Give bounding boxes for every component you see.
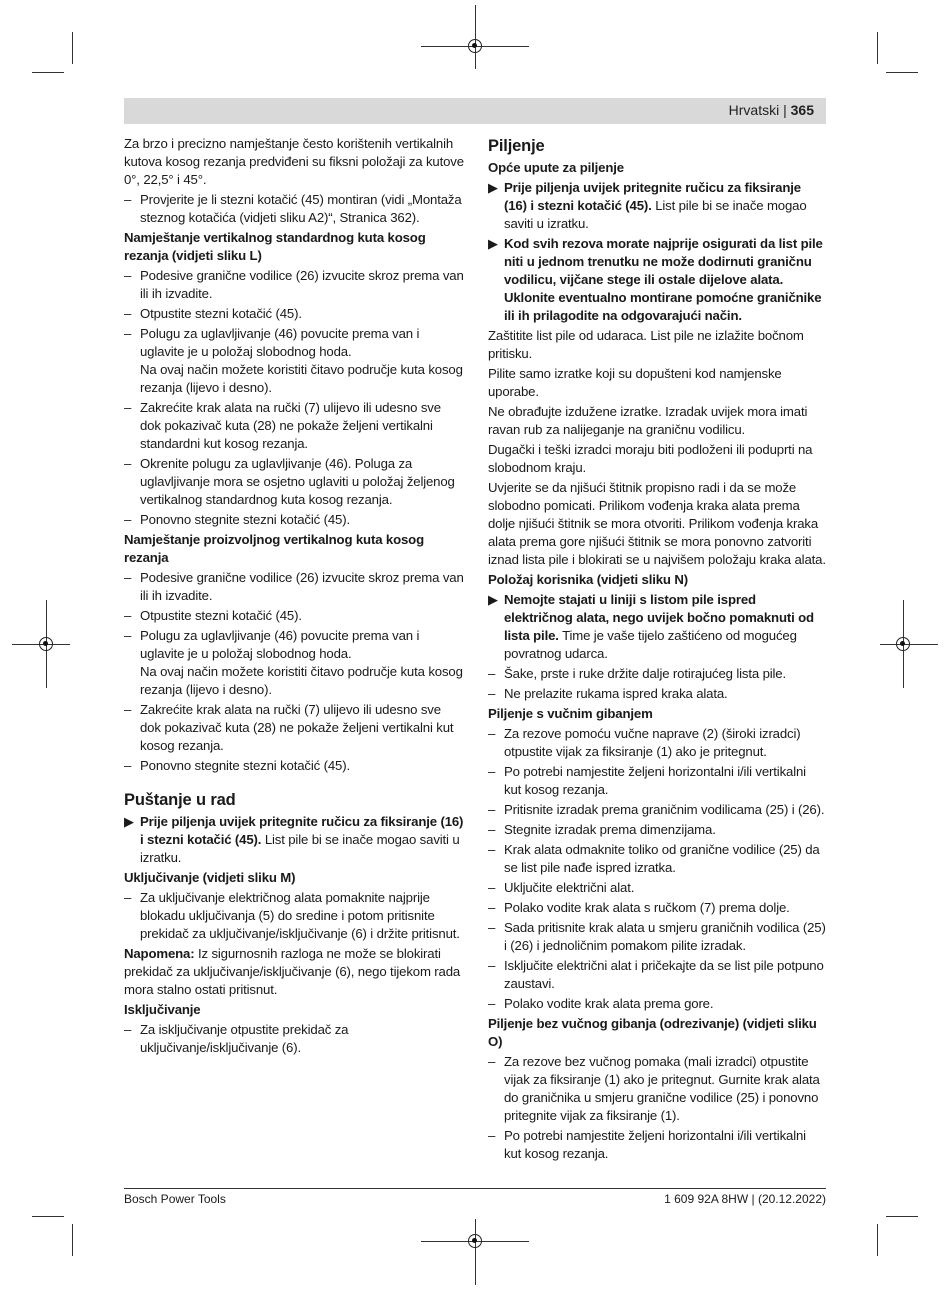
footer-divider <box>124 1188 826 1189</box>
warning-item: ▶ Prije piljenja uvijek pritegnite ručicu za fiksiranje (16) i stezni kotačić (45). List pile bi se inače mogao saviti u izratku. <box>488 180 807 231</box>
registration-mark-icon <box>39 637 53 651</box>
triangle-bullet-icon: ▶ <box>488 592 498 607</box>
crop-mark <box>877 32 878 64</box>
list-item: – Uključite električni alat. <box>488 880 635 895</box>
list-item: – Isključite električni alat i pričekajte da se list pile potpuno zaustavi. <box>488 958 824 991</box>
crop-mark <box>877 1224 878 1256</box>
list-item: – Otpustite stezni kotačić (45). <box>124 306 302 321</box>
list-item: – Pritisnite izradak prema graničnim vodilicama (25) i (26). <box>488 802 825 817</box>
list-item: – Podesive granične vodilice (26) izvucite skroz prema van ili ih izvadite. <box>124 268 464 301</box>
list-item: – Okrenite polugu za uglavljivanje (46). Poluga za uglavljivanje mora se osjetno uglaviti u položaj željenog vertikalnog standardnog kuta kosog rezanja. <box>124 456 455 507</box>
list-item: – Polako vodite krak alata prema gore. <box>488 996 714 1011</box>
warning-item: ▶ Nemojte stajati u liniji s listom pile ispred električnog alata, nego uvijek bočno pomaknuti od lista pile. Time je vaše tijelo zaštićeno od mogućeg povratnog udarca. <box>488 592 814 661</box>
list-item: – Podesive granične vodilice (26) izvucite skroz prema van ili ih izvadite. <box>124 570 464 603</box>
triangle-bullet-icon: ▶ <box>488 180 498 195</box>
paragraph: Dugački i teški izradci moraju biti podloženi ili poduprti na slobodnom kraju. <box>488 442 813 475</box>
list-item: – Šake, prste i ruke držite dalje rotirajućeg lista pile. <box>488 666 787 681</box>
list-item: – Zakrećite krak alata na ručki (7) ulijevo ili udesno sve dok pokazivač kuta (28) ne pokaže željeni vertikalni kut kosog rezanja. <box>124 702 454 753</box>
section-heading: Piljenje bez vučnog gibanja (odrezivanje) (vidjeti sliku O) <box>488 1016 817 1049</box>
section-heading: Namještanje proizvoljnog vertikalnog kuta kosog rezanja <box>124 532 424 565</box>
paragraph: Uvjerite se da njišući štitnik propisno radi i da se može slobodno pomicati. Prilikom vođenja kraka alata prema dolje njišući štitnik se mora otvoriti. Prilikom vođenja kraka alata prema gore njišući štitnik se mora ponovno zatvoriti iznad lista pile i blokirati se u najvišem položaju kraka alata. <box>488 480 826 567</box>
crop-mark <box>886 1216 918 1217</box>
crop-mark <box>886 72 918 73</box>
triangle-bullet-icon: ▶ <box>124 814 134 829</box>
warning-item: ▶ Prije piljenja uvijek pritegnite ručicu za fiksiranje (16) i stezni kotačić (45). List pile bi se inače mogao saviti u izratku. <box>124 814 464 865</box>
section-heading: Namještanje vertikalnog standardnog kuta kosog rezanja (vidjeti sliku L) <box>124 230 426 263</box>
registration-mark-icon <box>896 637 910 651</box>
list-item: – Stegnite izradak prema dimenzijama. <box>488 822 716 837</box>
list-item: – Za rezove pomoću vučne naprave (2) (široki izradci) otpustite vijak za fiksiranje (1) ako je pritegnut. <box>488 726 801 759</box>
left-column <box>124 135 465 1059</box>
section-heading: Piljenje s vučnim gibanjem <box>488 706 653 721</box>
crop-mark <box>72 32 73 64</box>
page-header <box>124 98 826 124</box>
paragraph: Ne obrađujte izdužene izratke. Izradak uvijek mora imati ravan rub za nalijeganje na graničnu vodilicu. <box>488 404 808 437</box>
chapter-heading: Puštanje u rad <box>124 791 236 809</box>
list-item: – Krak alata odmaknite toliko od granične vodilice (25) da se list pile nađe ispred izratka. <box>488 842 820 875</box>
list-item: – Ponovno stegnite stezni kotačić (45). <box>124 512 350 527</box>
registration-mark-icon <box>468 1234 482 1248</box>
list-item: – Sada pritisnite krak alata u smjeru graničnih vodilica (25) i (26) i jednoličnim pomakom pilite izradak. <box>488 920 826 953</box>
page-number: 365 <box>790 102 814 118</box>
list-item: – Ne prelazite rukama ispred kraka alata. <box>488 686 728 701</box>
paragraph: Pilite samo izratke koji su dopušteni kod namjenske uporabe. <box>488 366 782 399</box>
list-item: – Za uključivanje električnog alata pomaknite najprije blokadu uključivanja (5) do sredine i potom pritisnite prekidač za uključivanje/isključivanje (6) i držite pritisnut. <box>124 890 460 941</box>
warning-item: ▶ Kod svih rezova morate najprije osigurati da list pile niti u jednom trenutku ne može dodirnuti graničnu vodilicu, vijčane stege ili ostale dijelove alata. Uklonite eventualno montirane pomoćne graničnike ili ih prilagodite na odgovarajući način. <box>488 236 823 323</box>
right-column <box>488 135 826 1165</box>
section-heading: Položaj korisnika (vidjeti sliku N) <box>488 572 688 587</box>
footer-brand: Bosch Power Tools <box>124 1192 226 1206</box>
list-item: – Za rezove bez vučnog pomaka (mali izradci) otpustite vijak za fiksiranje (1) ako je pritegnut. Gurnite krak alata do graničnika u smjeru granične vodilice (25) i ponovno pritegnite vijak za fiksiranje (1). <box>488 1054 820 1123</box>
section-heading: Uključivanje (vidjeti sliku M) <box>124 870 296 885</box>
list-item: – Zakrećite krak alata na ručki (7) ulijevo ili udesno sve dok pokazivač kuta (28) ne pokaže željeni vertikalni standardni kut kosog rezanja. <box>124 400 441 451</box>
registration-mark-icon <box>468 39 482 53</box>
section-heading: Isključivanje <box>124 1002 201 1017</box>
list-item: – Polako vodite krak alata s ručkom (7) prema dolje. <box>488 900 790 915</box>
list-item: – Otpustite stezni kotačić (45). <box>124 608 302 623</box>
list-item: – Polugu za uglavljivanje (46) povucite prema van i uglavite je u položaj slobodnog hoda. Na ovaj način možete koristiti čitavo područje kuta kosog rezanja (lijevo i desno). <box>124 628 463 697</box>
crop-mark <box>32 1216 64 1217</box>
header-language: Hrvatski <box>728 102 780 118</box>
chapter-heading: Piljenje <box>488 137 545 155</box>
list-item: – Po potrebi namjestite željeni horizontalni i/ili vertikalni kut kosog rezanja. <box>488 1128 806 1161</box>
list-item: – Provjerite je li stezni kotačić (45) montiran (vidi „Montaža steznog kotačića (vidjeti sliku A2)“, Stranica 362). <box>124 192 462 225</box>
registration-line <box>475 5 476 69</box>
header-text: Hrvatski | 365 <box>728 102 814 118</box>
paragraph: Zaštitite list pile od udaraca. List pile ne izlažite bočnom pritisku. <box>488 328 804 361</box>
registration-line <box>475 1219 476 1285</box>
footer-docnumber: 1 609 92A 8HW | (20.12.2022) <box>664 1192 826 1206</box>
crop-mark <box>72 1224 73 1256</box>
section-heading: Opće upute za piljenje <box>488 160 624 175</box>
list-item: – Za isključivanje otpustite prekidač za uključivanje/isključivanje (6). <box>124 1022 349 1055</box>
intro-paragraph: Za brzo i precizno namještanje često korištenih vertikalnih kutova kosog rezanja predviđeni su fiksni položaji za kutove 0°, 22,5° i 45°. <box>124 136 464 187</box>
list-item: – Polugu za uglavljivanje (46) povucite prema van i uglavite je u položaj slobodnog hoda. Na ovaj način možete koristiti čitavo područje kuta kosog rezanja (lijevo i desno). <box>124 326 463 395</box>
list-item: – Po potrebi namjestite željeni horizontalni i/ili vertikalni kut kosog rezanja. <box>488 764 806 797</box>
note-paragraph: Napomena: Iz sigurnosnih razloga ne može se blokirati prekidač za uključivanje/isključivanje (6), nego tijekom rada mora stalno ostati pritisnut. <box>124 946 461 997</box>
list-item: – Ponovno stegnite stezni kotačić (45). <box>124 758 350 773</box>
triangle-bullet-icon: ▶ <box>488 236 498 251</box>
crop-mark <box>32 72 64 73</box>
